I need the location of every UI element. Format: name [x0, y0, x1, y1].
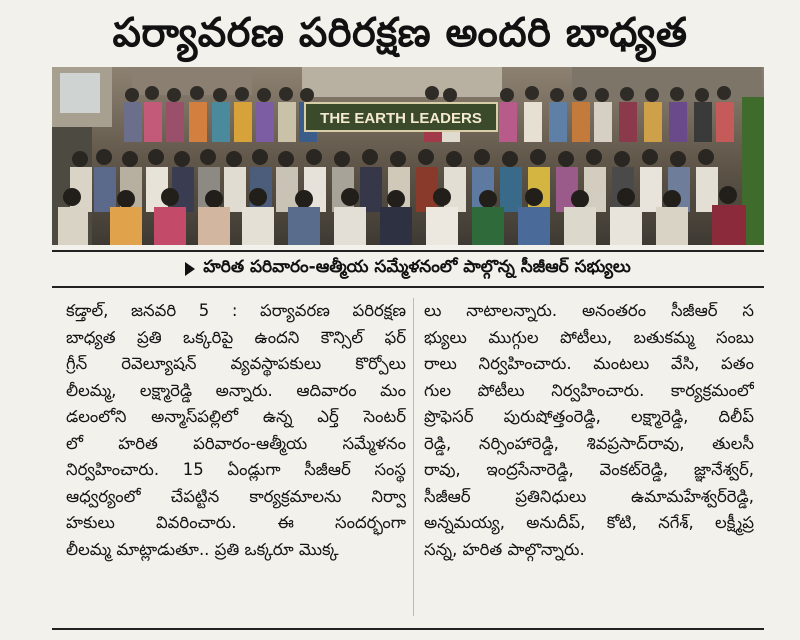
group-photo: [52, 67, 764, 245]
article-line: నిర్వహించారు. 15 ఏండ్లుగా సీజీఆర్ సంస్థ: [66, 460, 406, 479]
caption-arrow-icon: [185, 262, 195, 276]
footer-rule: [52, 628, 764, 630]
article-line: భ్యులు ముగ్గుల పోటీలు, బతుకమ్మ సంబు: [424, 327, 754, 347]
article-line: లీలమ్మ మాట్లాడుతూ.. ప్రతి ఒక్కరూ మొక్క: [66, 539, 339, 559]
article-line: లు నాటాలన్నారు. అనంతరం సీజీఆర్ స: [424, 301, 754, 320]
article-line: హకులు వివరించారు. ఈ సందర్భంగా: [66, 513, 406, 532]
article-line: లో హరిత పరివారం-ఆత్మీయ సమ్మేళనం: [66, 433, 406, 453]
article-line: డలంలోని అన్మాస్‌పల్లిలో ఉన్న ఎర్త్ సెంటర్: [66, 407, 406, 426]
article-line: అన్నమయ్య, అనుదీప్, కోటి, నగేశ్, లక్ష్మీప్ర: [424, 513, 754, 532]
group-photo-illustration: [52, 67, 764, 245]
article-line: గ్రీన్ రెవెల్యూషన్ వ్యవస్థాపకులు కొర్పోలు: [66, 354, 406, 373]
article-line: సన్న, హరిత పాల్గొన్నారు.: [424, 539, 585, 559]
article-column-right: [424, 298, 754, 563]
article-line: గుల పోటీలు నిర్వహించారు. కార్యక్రమంలో: [424, 380, 754, 400]
headline: పర్యావరణ పరిరక్షణ అందరి బాధ్యత: [112, 10, 688, 56]
article-line: రెడ్డి, నర్సింహారెడ్డి, శివప్రసాద్‌రావు, తులసీ: [424, 433, 754, 453]
article-line: రావు, ఇంద్రసేనారెడ్డి, వెంకట్‌రెడ్డి, జ్ఞానేశ్వర్,: [424, 460, 754, 479]
article-line: రాలు నిర్వహించారు. మంటలు వేసి, పతం: [424, 354, 754, 373]
column-divider: [413, 298, 414, 616]
photo-caption-text: హరిత పరివారం-ఆత్మీయ సమ్మేళనంలో పాల్గొన్న సీజీఆర్ సభ్యులు: [203, 257, 631, 277]
article-column-left: [66, 298, 406, 563]
article-line: ఆధ్వర్యంలో చేపట్టిన కార్యక్రమాలను నిర్వా: [66, 486, 406, 506]
photo-banner-text: THE EARTH LEADERS: [320, 110, 482, 127]
article-line: లీలమ్మ, లక్ష్మారెడ్డి అన్నారు. ఆదివారం మం: [66, 380, 406, 400]
article-line: సీజీఆర్ ప్రతినిధులు ఉమామహేశ్వర్‌రెడ్డి,: [424, 486, 754, 506]
article-line: బాధ్యత ప్రతి ఒక్కరిపై ఉందని కౌన్సిల్ ఫర్: [66, 327, 406, 347]
article-line: ప్రొఫెసర్ పురుషోత్తంరెడ్డి, లక్ష్మారెడ్డి, దిలీప్: [424, 407, 754, 426]
photo-caption: [52, 250, 764, 288]
article-line: కడ్తాల్, జనవరి 5 : పర్యావరణ పరిరక్షణ: [66, 301, 406, 320]
